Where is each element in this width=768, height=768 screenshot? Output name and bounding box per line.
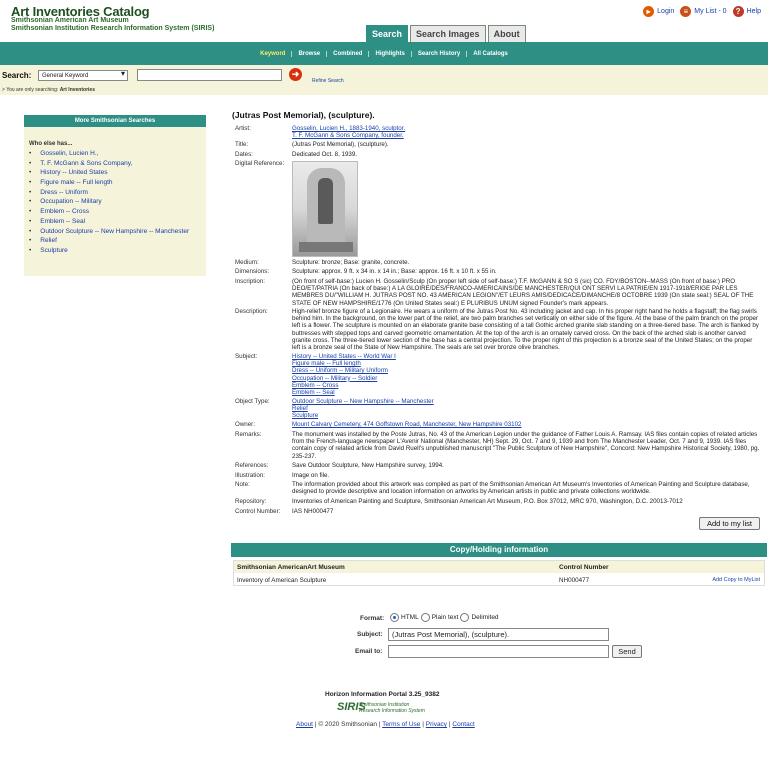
list-item: [29, 178, 206, 188]
nav-all-catalogs[interactable]: All Catalogs: [473, 50, 508, 57]
main-tabs: [366, 25, 526, 42]
list-item: [29, 246, 206, 256]
tab-search[interactable]: Search: [366, 25, 408, 42]
who-else-list: [24, 149, 206, 256]
search-input[interactable]: [137, 69, 282, 81]
nav-combined[interactable]: Combined: [327, 51, 369, 57]
who-else-link[interactable]: Dress -- Uniform: [40, 188, 88, 196]
digital-reference-label: Digital Reference:: [235, 160, 285, 167]
object-type-link[interactable]: Outdoor Sculpture -- New Hampshire -- Manchester: [292, 398, 434, 405]
search-go-icon[interactable]: ➜: [289, 68, 302, 81]
owner-value: [292, 421, 762, 428]
who-else-link[interactable]: Gosselin, Lucien H.,: [40, 150, 99, 157]
list-item: [29, 149, 206, 159]
list-item: [29, 217, 206, 227]
list-item: [29, 188, 206, 198]
who-else-link[interactable]: Relief: [40, 237, 57, 245]
control-number-value: IAS NH000477: [292, 508, 334, 515]
title-label: Title:: [235, 141, 249, 148]
list-item: [29, 197, 206, 207]
help-link[interactable]: Help: [746, 8, 761, 15]
repository-label: Repository:: [235, 498, 267, 505]
more-searches-heading: More Smithsonian Searches: [24, 115, 206, 127]
siris-logo-line2: Research Information System: [359, 708, 425, 714]
medium-label: Medium:: [235, 259, 259, 266]
list-item: [29, 207, 206, 217]
repository-value: Inventories of American Painting and Sculpture, Smithsonian American Art Museum, P.O. Box 37012, MRC 970, Washington, D.C. 20013-7012: [292, 498, 683, 505]
catalog-title[interactable]: Art Inventories Catalog: [11, 4, 150, 19]
illustration-label: Illustration:: [235, 472, 265, 479]
subject-label: Subject:: [235, 353, 258, 360]
email-field-label: Email to:: [355, 648, 383, 655]
copy-holding-table: [233, 560, 765, 586]
table-header: [234, 561, 764, 573]
footer-copyright: © 2020 Smithsonian: [318, 721, 377, 728]
medium-value: Sculpture: bronze; Base: granite, concrete.: [292, 259, 410, 266]
dimensions-value: Sculpture: approx. 9 ft. x 34 in. x 14 in.; Base: approx. 16 ft. x 10 ft. x 55 in.: [292, 268, 497, 275]
artist-label: Artist:: [235, 125, 251, 132]
send-button[interactable]: Send: [612, 645, 642, 658]
catalog-subtitle-museum: Smithsonian American Art Museum: [11, 17, 129, 24]
subject-link[interactable]: Occupation -- Military -- Soldier: [292, 374, 378, 382]
siris-logo-text: [359, 702, 425, 714]
help-icon[interactable]: ?: [733, 6, 744, 17]
who-else-link[interactable]: Sculpture: [40, 246, 68, 254]
login-link[interactable]: Login: [657, 8, 675, 15]
object-type-label: Object Type:: [235, 398, 270, 405]
table-row: [234, 574, 764, 586]
siris-logo-line1: Smithsonian Institution: [359, 702, 410, 708]
footer-privacy-link[interactable]: Privacy: [425, 721, 448, 728]
format-label-delimited: Delimited: [471, 614, 499, 621]
inscription-value: (On front of self-base:) Lucien H. Gosselin/Sculp (On proper left side of self-base:) T.F. McGANN & SO S (sic) CO. FDY/BOSTON--MASS (On front of base:) PRO DEO/ET/PATRIA (On back of base:) A LA GLOIRE/DES/FRANCO-AMERICAINS/DE MANCHESTER/QUI ONT SERVI LA PATRIE/EN 1917-1918/ERIGE PAR LES MEMBRES DU/"WILLIAM H. JUTRAS POST NO. 43 AMERICAN LEGION"/ET LEURS AMIS/DEDICACE/DIMANCHE/8 OCTOBRE 1939 (On state seal:) SEAL OF THE STATE OF NEW HAMPSHIRE/1776 (On United States seal:) E PLURIBUS UNUM signed Founder's mark appears.: [292, 278, 754, 307]
artwork-thumbnail[interactable]: [292, 161, 358, 257]
who-else-link[interactable]: History -- United States: [40, 169, 108, 177]
object-type-link[interactable]: Relief: [292, 405, 308, 413]
list-item: [29, 168, 206, 178]
my-list-link[interactable]: My List - 0: [694, 8, 727, 15]
subject-link[interactable]: Figure male -- Full length: [292, 360, 361, 368]
portal-version: Horizon Information Portal 3.25_9382: [325, 691, 440, 698]
control-number-label: Control Number:: [235, 508, 281, 515]
format-radio-plain[interactable]: [421, 613, 430, 622]
who-else-link[interactable]: Figure male -- Full length: [40, 179, 113, 187]
format-label-plain: Plain text: [431, 614, 459, 621]
nav-browse[interactable]: Browse: [292, 51, 327, 57]
footer-about-link[interactable]: About: [296, 721, 313, 728]
search-nav-bar: [0, 42, 768, 65]
search-scope-target: Art Inventories: [59, 87, 95, 93]
format-label-html: HTML: [401, 614, 419, 621]
siris-logo[interactable]: [337, 701, 433, 717]
remarks-label: Remarks:: [235, 431, 262, 438]
references-label: References:: [235, 462, 269, 469]
format-label: Format:: [360, 615, 385, 622]
object-type-link[interactable]: Sculpture: [292, 412, 319, 420]
search-scope-prefix: > You are only searching:: [2, 87, 59, 93]
who-else-link[interactable]: Emblem -- Cross: [40, 208, 90, 216]
object-type-value: [292, 398, 762, 420]
format-radio-html[interactable]: [390, 613, 399, 622]
artist-link[interactable]: Gosselin, Lucien H., 1883-1940, sculptor.: [292, 125, 406, 132]
catalog-subtitle-siris: Smithsonian Institution Research Information System (SIRIS): [11, 25, 215, 32]
nav-keyword[interactable]: Keyword: [254, 51, 292, 57]
artist-value: [292, 125, 762, 139]
subject-value: [292, 353, 762, 396]
note-value: The information provided about this artwork was compiled as part of the Smithsonian American Art Museum's Inventories of American Painting and Sculpture database, designed to provide descriptive and location information on artworks by American artists in public and private collections worldwide.: [292, 481, 750, 496]
record-title: (Jutras Post Memorial), (sculpture).: [232, 110, 375, 120]
title-value: (Jutras Post Memorial), (sculpture).: [292, 141, 389, 148]
list-item: [29, 236, 206, 246]
artist-link[interactable]: T. F. McGann & Sons Company, founder.: [292, 132, 404, 140]
footer-terms-link[interactable]: Terms of Use: [382, 721, 421, 728]
thumbnail-figure: [318, 178, 333, 224]
add-to-list-button[interactable]: Add to my list: [699, 517, 760, 530]
tab-about[interactable]: About: [488, 25, 526, 42]
tab-search-images[interactable]: Search Images: [410, 25, 486, 42]
inscription-label: Inscription:: [235, 278, 265, 285]
owner-link[interactable]: Mount Calvary Cemetery, 474 Goffstown Road, Manchester, New Hampshire 03102: [292, 421, 522, 428]
nav-highlights[interactable]: Highlights: [369, 51, 411, 57]
list-item: [29, 159, 206, 169]
description-value: High-relief bronze figure of a Legionaire. He wears a uniform of the Jutras Post No. 43 including jacket and cap. In his proper right hand he holds a flagstaff; the flag swirls behind him. In the background, on the lower part of the relief, are two palm branches set vertically on either side of the figure. At the base of the palm branch on the proper left is a flower. The sculpture is mounted on an elaborate granite base consisting of a tall Gothic arched granite slab standing on a three-tiered base. The arch is flanked by buttresses with stepped tops and carved geometric ornamentation. At the top of the arch is an ornately carved cross. On the back of the arched slab is another carved granite cross. The three-tiered lower section of the base has a central projection. To the proper right of this projection is a bronze seal of the United States; on the proper left is a bronze seal of the State of New Hampshire. The seals are set over bronze olive branches.: [292, 308, 759, 352]
dates-label: Dates:: [235, 151, 253, 158]
login-icon[interactable]: ▸: [643, 6, 654, 17]
list-item: [29, 227, 206, 237]
subject-link[interactable]: History -- United States -- World War I: [292, 353, 396, 360]
column-header-museum: Smithsonian AmericanArt Museum: [237, 564, 345, 571]
subject-field[interactable]: (Jutras Post Memorial), (sculpture).: [388, 628, 609, 641]
subject-link[interactable]: Emblem -- Seal: [292, 389, 335, 397]
illustration-value: Image on file.: [292, 472, 330, 479]
search-type-select[interactable]: General Keyword ▾: [38, 70, 128, 81]
format-options: [390, 613, 499, 622]
account-links: [643, 6, 764, 17]
owner-label: Owner:: [235, 421, 255, 428]
list-icon[interactable]: ≡: [680, 6, 691, 17]
refine-search-link[interactable]: Refine Search: [312, 78, 344, 84]
search-label: Search:: [2, 71, 32, 80]
holding-number: NH000477: [559, 577, 590, 584]
copy-holding-heading: Copy/Holding information: [231, 543, 767, 557]
dimensions-label: Dimensions:: [235, 268, 270, 275]
search-bar: [0, 65, 768, 95]
who-else-link[interactable]: Outdoor Sculpture -- New Hampshire -- Manchester: [40, 227, 190, 235]
who-else-link[interactable]: T. F. McGann & Sons Company,: [40, 159, 133, 167]
who-else-link[interactable]: Emblem -- Seal: [40, 217, 86, 225]
who-else-link[interactable]: Occupation -- Military: [40, 198, 102, 206]
who-else-heading: Who else has...: [29, 141, 73, 147]
remarks-value: The monument was installed by the Poste Jutras, No. 43 of the American Legion under the guidance of Father Louis A. Ramsay. IAS files contain copies of related articles from the French-language newspaper L'Avenir National (Manchester, NH) Sept. 29, Oct. 7 and 9, 1939 and from The Manchester Leader, Oct. 7 and 9, 1939. IAS files contain copy of related article from David Ruell's unpublished manuscript "The Public Sculpture of New Hampshire", Concord: New Hampshire Historical Society, 1980, pg. 235-237.: [292, 431, 760, 460]
dates-value: Dedicated Oct. 8, 1939.: [292, 151, 358, 158]
siris-logo-mark: SIRIS: [337, 701, 366, 713]
add-copy-link[interactable]: Add Copy to MyList: [712, 577, 760, 583]
footer-links: About | © 2020 Smithsonian | Terms of Use | Privacy | Contact: [296, 721, 475, 728]
subject-link[interactable]: Dress -- Uniform -- Military Uniform: [292, 367, 388, 375]
more-searches-panel: [24, 115, 206, 276]
footer-contact-link[interactable]: Contact: [452, 721, 475, 728]
subject-link[interactable]: Emblem -- Cross: [292, 381, 339, 389]
description-label: Description:: [235, 308, 268, 315]
references-value: Save Outdoor Sculpture, New Hampshire survey, 1994.: [292, 462, 444, 469]
holding-name: Inventory of American Sculpture: [237, 577, 327, 584]
format-radio-delimited[interactable]: [460, 613, 469, 622]
subject-field-label: Subject:: [357, 631, 383, 638]
site-header: [0, 0, 768, 42]
search-scope: [2, 87, 95, 93]
note-label: Note:: [235, 481, 250, 488]
nav-search-history[interactable]: Search History: [412, 51, 467, 57]
thumbnail-base: [299, 242, 353, 252]
email-field[interactable]: [388, 645, 609, 658]
column-header-control-number: Control Number: [559, 564, 609, 571]
